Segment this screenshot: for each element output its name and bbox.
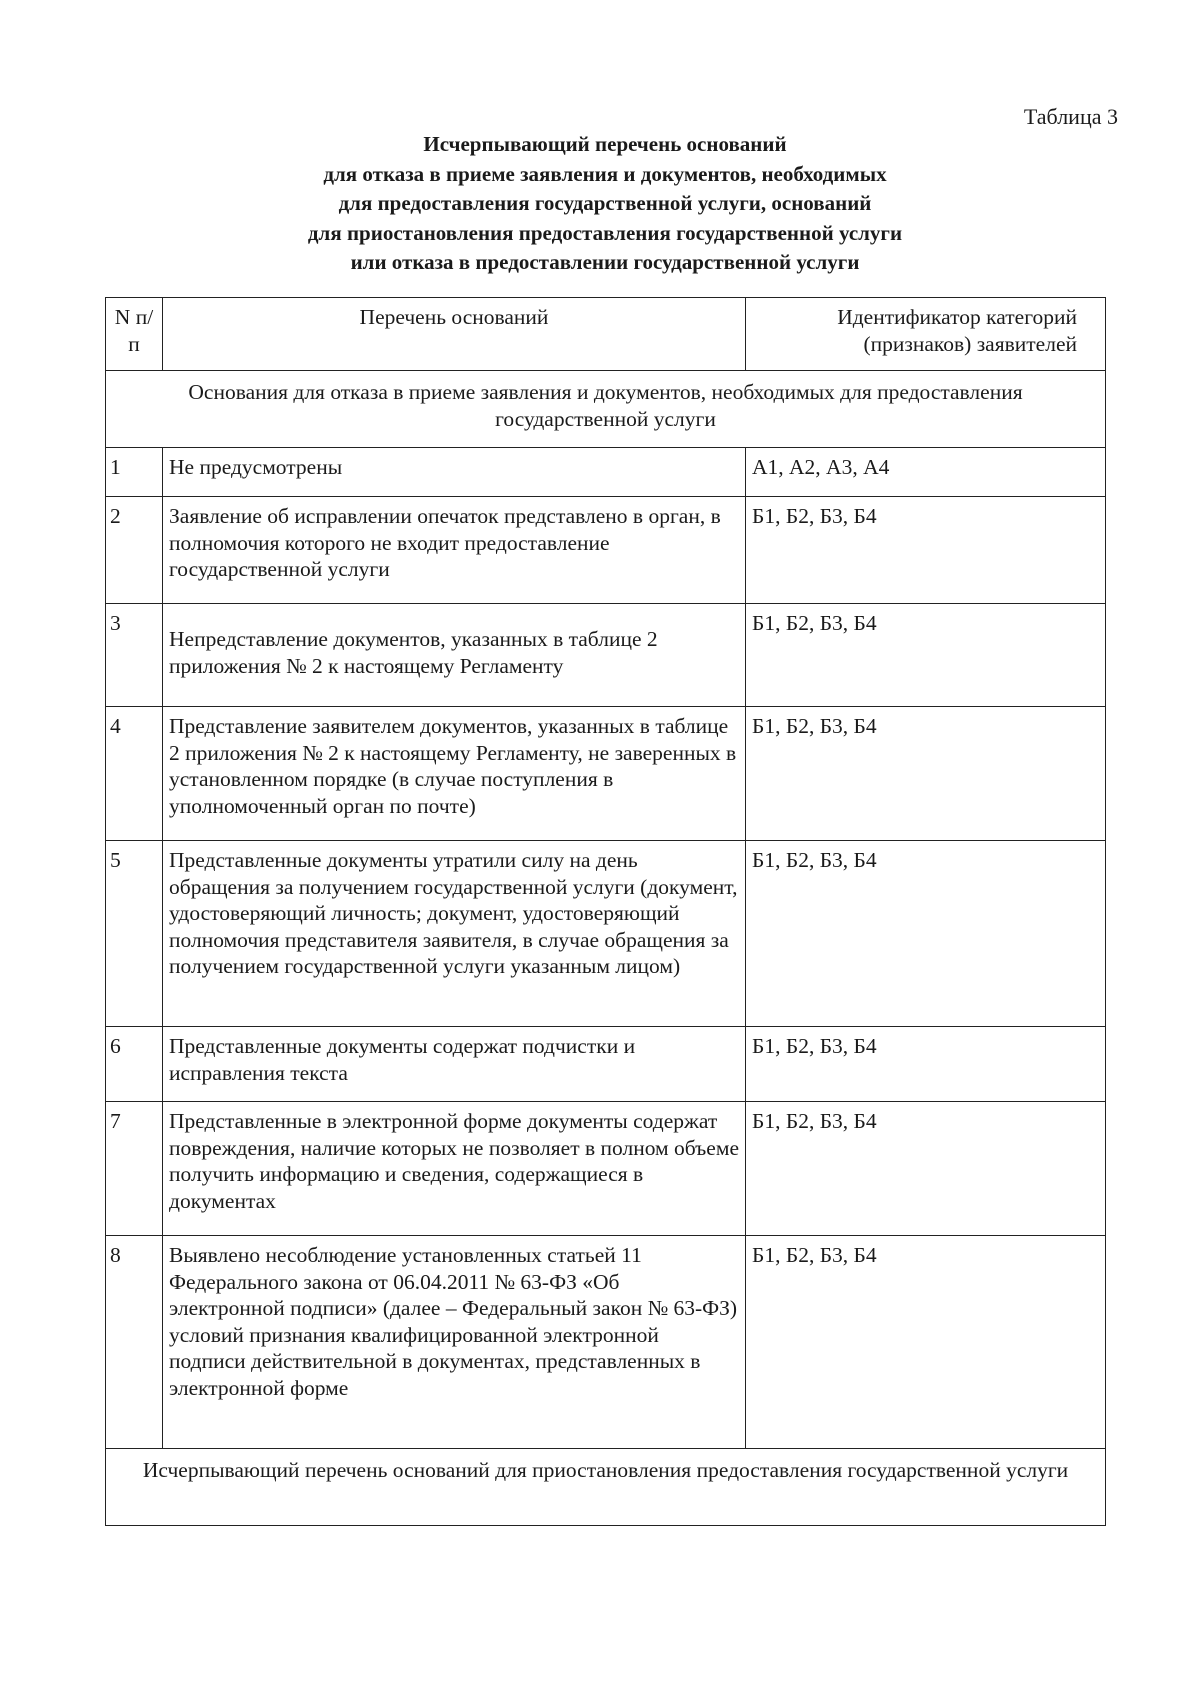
section-heading: Исчерпывающий перечень оснований для приостановления предоставления государственной услуги: [106, 1449, 1106, 1526]
row-number: 8: [106, 1236, 163, 1449]
table-row: [106, 1102, 1106, 1236]
row-number: 1: [106, 448, 163, 497]
section-row-suspension: [106, 1449, 1106, 1526]
title-line: Исчерпывающий перечень оснований: [423, 132, 787, 156]
table-row: [106, 1236, 1106, 1449]
document-title: [100, 130, 1110, 278]
row-reason: Представленные в электронной форме документы содержат повреждения, наличие которых не позволяет в полном объеме получить информацию и сведения, содержащиеся в документах: [163, 1102, 746, 1236]
title-line: для приостановления предоставления государственной услуги: [307, 220, 903, 245]
section-row-refusal-acceptance: [106, 371, 1106, 448]
row-reason: Не предусмотрены: [163, 448, 746, 497]
header-number: N п/п: [106, 298, 163, 371]
row-reason: Заявление об исправлении опечаток представлено в орган, в полномочия которого не входит предоставление государственной услуги: [163, 497, 746, 604]
row-identifiers: Б1, Б2, Б3, Б4: [746, 1027, 1106, 1102]
table-row: [106, 1027, 1106, 1102]
title-line: для отказа в приеме заявления и документов, необходимых: [323, 161, 887, 186]
table-row: [106, 448, 1106, 497]
table-row: [106, 707, 1106, 841]
table-header-row: [106, 298, 1106, 371]
row-number: 2: [106, 497, 163, 604]
row-number: 4: [106, 707, 163, 841]
row-identifiers: Б1, Б2, Б3, Б4: [746, 707, 1106, 841]
row-number: 6: [106, 1027, 163, 1102]
row-identifiers: А1, А2, А3, А4: [746, 448, 1106, 497]
row-identifiers: Б1, Б2, Б3, Б4: [746, 1236, 1106, 1449]
row-reason: Представленные документы содержат подчистки и исправления текста: [163, 1027, 746, 1102]
header-identifier: Идентификатор категорий (признаков) заявителей: [746, 298, 1106, 371]
grounds-table: [105, 297, 1106, 1526]
table-row: [106, 497, 1106, 604]
title-line: или отказа в предоставлении государственной услуги: [350, 250, 860, 274]
row-reason: Представление заявителем документов, указанных в таблице 2 приложения № 2 к настоящему Регламенту, не заверенных в установленном порядке (в случае поступления в уполномоченный орган по почте): [163, 707, 746, 841]
table-number-label: Таблица 3: [1023, 104, 1118, 129]
row-identifiers: Б1, Б2, Б3, Б4: [746, 841, 1106, 1027]
row-reason: Выявлено несоблюдение установленных статьей 11 Федерального закона от 06.04.2011 № 63-ФЗ «Об электронной подписи» (далее – Федеральный закон № 63-ФЗ) условий признания квалифицированной электронной подписи действительной в документах, представленных в электронной форме: [163, 1236, 746, 1449]
table-row: [106, 841, 1106, 1027]
row-number: 5: [106, 841, 163, 1027]
header-reasons: Перечень оснований: [163, 298, 746, 371]
table-row: [106, 604, 1106, 707]
row-identifiers: Б1, Б2, Б3, Б4: [746, 1102, 1106, 1236]
title-line: для предоставления государственной услуги, оснований: [338, 191, 872, 215]
section-heading: Основания для отказа в приеме заявления и документов, необходимых для предоставления государственной услуги: [106, 371, 1106, 448]
row-reason: Непредставление документов, указанных в таблице 2 приложения № 2 к настоящему Регламенту: [163, 604, 746, 707]
row-number: 3: [106, 604, 163, 707]
row-identifiers: Б1, Б2, Б3, Б4: [746, 604, 1106, 707]
row-identifiers: Б1, Б2, Б3, Б4: [746, 497, 1106, 604]
row-number: 7: [106, 1102, 163, 1236]
row-reason: Представленные документы утратили силу на день обращения за получением государственной услуги (документ, удостоверяющий личность; документ, удостоверяющий полномочия представителя заявителя, в случае обращения за получением государственной услуги указанным лицом): [163, 841, 746, 1027]
